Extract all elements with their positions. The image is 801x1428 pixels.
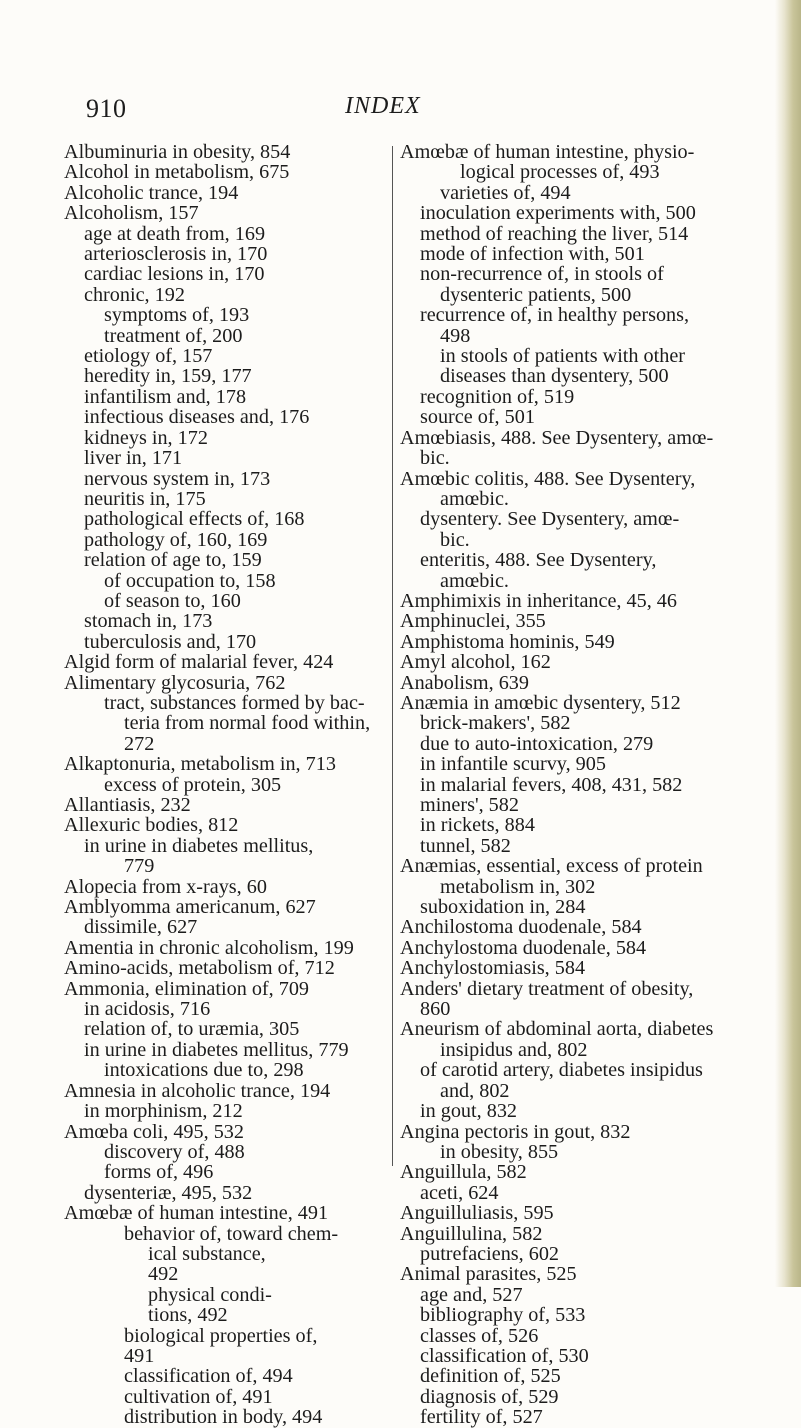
page-edge-shadow [775,0,801,1287]
index-entry: Anguillula, 582 [400,1161,527,1184]
index-entry: teria from normal food within, [124,712,371,735]
index-entry: dysentery. See Dysentery, amœ- [420,508,680,531]
index-entry: method of reaching the liver, 514 [420,222,689,245]
index-entry: distribution in body, 494 [124,1406,323,1428]
index-entry: enteritis, 488. See Dysentery, [420,549,657,572]
index-entry: tuberculosis and, 170 [84,630,257,653]
index-entry: 498 [440,324,471,347]
index-entry: source of, 501 [420,406,535,429]
index-entry: Aneurism of abdominal aorta, diabetes [400,1018,714,1041]
index-entry: Alopecia from x-rays, 60 [64,875,267,898]
index-entry: bic. [420,447,450,470]
index-entry: classification of, 530 [420,1344,589,1367]
index-entry: Allantiasis, 232 [64,794,191,816]
index-entry: putrefaciens, 602 [420,1242,560,1265]
index-entry: relation of, to uræmia, 305 [84,1018,300,1041]
index-entry: cultivation of, 491 [124,1385,273,1408]
index-entry: metabolism in, 302 [440,875,596,898]
index-entry: Anchylostomiasis, 584 [400,957,586,980]
index-entry: pathological effects of, 168 [84,508,305,531]
index-entry: Anabolism, 639 [400,671,529,694]
index-entry: of occupation to, 158 [104,569,276,592]
index-entry: Animal parasites, 525 [400,1263,577,1286]
index-entry: varieties of, 494 [440,181,571,204]
index-entry: Amœbæ of human intestine, 491 [64,1202,329,1225]
index-entry: biological properties of, [124,1324,318,1347]
index-entry: discovery of, 488 [104,1140,245,1163]
index-entry: aceti, 624 [420,1181,499,1204]
index-entry: Alkaptonuria, metabolism in, 713 [64,753,336,776]
index-column-left [64,142,388,1428]
index-entry: Amœbic colitis, 488. See Dysentery, [400,467,696,490]
running-head: INDEX [345,93,421,119]
index-entry: amœbic. [440,569,509,592]
index-entry: treatment of, 200 [104,324,243,347]
index-entry: in acidosis, 716 [84,998,211,1021]
index-entry: diagnosis of, 529 [420,1385,559,1408]
index-entry: Amphimixis in inheritance, 45, 46 [400,589,677,612]
index-entry: Amphistoma hominis, 549 [400,630,615,653]
index-entry: heredity in, 159, 177 [84,365,252,388]
index-entry: classification of, 494 [124,1365,293,1388]
index-entry: in rickets, 884 [420,814,535,837]
index-column-right [400,142,730,1428]
index-entry: in urine in diabetes mellitus, 779 [84,1038,349,1061]
index-entry: behavior of, toward chem- [124,1222,339,1245]
column-divider [392,146,393,1166]
index-entry: amœbic. [440,487,509,510]
index-entry: non-recurrence of, in stools of [420,263,664,286]
index-entry: classes of, 526 [420,1324,539,1347]
index-entry: 779 [124,855,155,878]
index-entry: and, 802 [440,1079,510,1102]
index-entry: infectious diseases and, 176 [84,406,310,429]
index-entry: Alcoholism, 157 [64,202,199,225]
index-entry: logical processes of, 493 [460,161,660,184]
index-entry: mode of infection with, 501 [420,243,645,266]
index-entry: symptoms of, 193 [104,304,250,327]
index-entry: relation of age to, 159 [84,549,262,572]
index-entry: Amnesia in alcoholic trance, 194 [64,1079,331,1102]
index-entry: recognition of, 519 [420,385,575,408]
index-entry: dissimile, 627 [84,916,198,939]
index-entry: inoculation experiments with, 500 [420,202,696,225]
index-entry: Amphinuclei, 355 [400,610,546,633]
index-entry: fertility of, 527 [420,1406,543,1428]
index-entry: in infantile scurvy, 905 [420,753,606,776]
index-entry: tions, 492 [148,1304,228,1327]
index-entry: Anæmia in amœbic dysentery, 512 [400,691,681,714]
index-entry: Anchilostoma duodenale, 584 [400,916,642,939]
index-entry: Amblyomma americanum, 627 [64,896,316,919]
index-entry: neuritis in, 175 [84,487,206,510]
index-entry: bic. [440,528,470,551]
index-entry: suboxidation in, 284 [420,896,586,919]
index-entry: Anguilluliasis, 595 [400,1202,554,1225]
index-entry: 492 [148,1263,179,1286]
index-entry: Ammonia, elimination of, 709 [64,977,310,1000]
index-entry: in gout, 832 [420,1100,518,1123]
index-entry: in morphinism, 212 [84,1100,243,1123]
index-entry: etiology of, 157 [84,345,213,368]
index-entry: intoxications due to, 298 [104,1059,304,1082]
index-entry: 272 [124,732,155,755]
index-entry: stomach in, 173 [84,610,213,633]
index-entry: in urine in diabetes mellitus, [84,834,314,857]
index-entry: Amyl alcohol, 162 [400,651,551,674]
index-entry: Anders' dietary treatment of obesity, [400,977,694,1000]
index-entry: recurrence of, in healthy persons, [420,304,690,327]
index-entry: Amino-acids, metabolism of, 712 [64,957,335,980]
index-entry: dysenteric patients, 500 [440,283,632,306]
index-entry: ical substance, [148,1242,266,1265]
index-entry: kidneys in, 172 [84,426,208,449]
index-entry: Allexuric bodies, 812 [64,814,239,837]
index-entry: of season to, 160 [104,589,241,612]
index-entry: physical condi- [148,1283,272,1306]
index-entry: Amœbæ of human intestine, physio- [400,141,695,163]
index-entry: 860 [420,998,451,1021]
index-entry: Alcoholic trance, 194 [64,181,239,204]
index-entry: nervous system in, 173 [84,467,271,490]
index-entry: tunnel, 582 [420,834,511,857]
index-entry: Amœbiasis, 488. See Dysentery, amœ- [400,426,714,449]
index-entry: infantilism and, 178 [84,385,247,408]
index-entry: chronic, 192 [84,283,185,306]
index-entry: Anchylostoma duodenale, 584 [400,936,647,959]
index-entry: Anæmias, essential, excess of protein [400,855,703,878]
index-entry: of carotid artery, diabetes insipidus [420,1059,703,1082]
index-entry: Algid form of malarial fever, 424 [64,651,334,674]
index-entry: arteriosclerosis in, 170 [84,243,268,266]
index-entry: Angina pectoris in gout, 832 [400,1120,631,1143]
index-entry: diseases than dysentery, 500 [440,365,669,388]
page-number: 910 [86,94,127,123]
index-entry: Anguillulina, 582 [400,1222,543,1245]
index-entry: Amentia in chronic alcoholism, 199 [64,936,354,959]
index-entry: age and, 527 [420,1283,523,1306]
index-entry: in stools of patients with other [440,345,686,368]
index-entry: in malarial fevers, 408, 431, 582 [420,773,683,796]
index-entry: age at death from, 169 [84,222,266,245]
index-entry: Alcohol in metabolism, 675 [64,161,290,184]
index-entry: excess of protein, 305 [104,773,282,796]
index-entry: in obesity, 855 [440,1140,559,1163]
index-entry: Alimentary glycosuria, 762 [64,671,286,694]
index-entry: tract, substances formed by bac- [104,691,365,714]
index-entry: insipidus and, 802 [440,1038,588,1061]
index-entry: liver in, 171 [84,447,183,470]
index-entry: dysenteriæ, 495, 532 [84,1181,253,1204]
index-entry: Amœba coli, 495, 532 [64,1120,244,1143]
index-entry: definition of, 525 [420,1365,561,1388]
index-entry: forms of, 496 [104,1161,214,1184]
index-entry: Albuminuria in obesity, 854 [64,141,291,163]
index-entry: pathology of, 160, 169 [84,528,268,551]
index-entry: due to auto-intoxication, 279 [420,732,654,755]
index-entry: bibliography of, 533 [420,1304,586,1327]
index-entry: miners', 582 [420,794,519,816]
index-entry: brick-makers', 582 [420,712,571,735]
index-entry: cardiac lesions in, 170 [84,263,265,286]
index-entry: 491 [124,1344,155,1367]
